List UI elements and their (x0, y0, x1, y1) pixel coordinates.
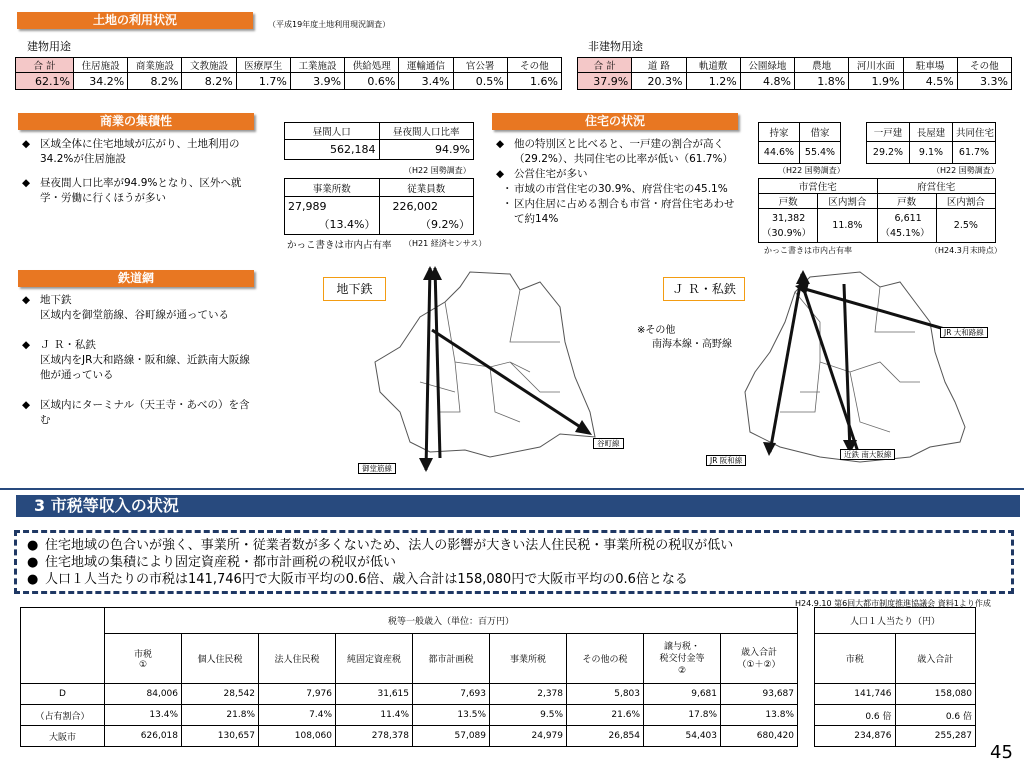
table-cell: 人口１人当たり（円） (815, 608, 976, 634)
table-cell: 都市計画税 (413, 634, 490, 684)
table-cell: 個人住民税 (182, 634, 259, 684)
table-cell: 市営住宅 (759, 179, 878, 194)
land-survey-note: （平成19年度土地利用現況調査） (268, 20, 391, 29)
list-item: ◆ 他の特別区と比べると、一戸建の割合が高く（29.2%）、共同住宅の比率が低い（61.7%） (496, 138, 733, 165)
list-item: ◆ 区域内にターミナル（天王寺・あべの）を含む (22, 399, 250, 426)
table-cell: 譲与税・ 税交付金等 ② (644, 634, 721, 684)
table-cell: 57,089 (413, 726, 490, 747)
table-cell: 文教施設 (182, 58, 236, 73)
jr-private-map (740, 262, 1020, 477)
table-cell: 住居施設 (74, 58, 128, 73)
table-cell: 7.4% (259, 705, 336, 726)
table-cell: 戸数 (759, 194, 818, 209)
subway-map (360, 262, 620, 477)
table-cell (21, 608, 105, 684)
building-use-table (15, 57, 562, 90)
table-cell: 供給処理 (345, 58, 399, 73)
table-cell: 従業員数 (379, 179, 474, 197)
business-note: かっこ書きは市内占有率 (287, 240, 392, 251)
table-cell: 5,803 (567, 684, 644, 705)
table-cell: 11.8% (818, 209, 877, 243)
per-capita-table (814, 607, 976, 747)
table-cell: 94.9% (379, 140, 474, 160)
housing-type-source: （H22 国勢調査） (932, 166, 999, 175)
table-cell: その他の税 (567, 634, 644, 684)
ownership-source: （H22 国勢調査） (778, 166, 845, 175)
list-item: ◆ 昼夜間人口比率が94.9%となり、区外へ就学・労働に行くほうが多い (22, 177, 242, 204)
list-item: ◆ 区域全体に住宅地域が広がり、土地利用の34.2%が住居施設 (22, 138, 240, 165)
list-item: ・ 市域の市営住宅の30.9%、府営住宅の45.1% (502, 183, 728, 195)
subway-map-title: 地下鉄 (323, 277, 386, 301)
table-cell: 8.2% (128, 73, 182, 90)
table-cell: 8.2% (182, 73, 236, 90)
table-cell: 3.9% (290, 73, 344, 90)
table-cell: 3.4% (399, 73, 453, 90)
table-cell: 11.4% (336, 705, 413, 726)
tax-source: H24.9.10 第6回大都市制度推進協議会 資料1より作成 (795, 599, 991, 608)
table-row (21, 705, 798, 726)
table-cell: 合 計 (578, 58, 632, 73)
list-item: ◆ Ｊ Ｒ・私鉄 区域内をJR大和路線・阪和線、近鉄南大阪線他が通っている (22, 339, 250, 381)
table-cell: 9,681 (644, 684, 721, 705)
table-cell: 河川水面 (849, 58, 903, 73)
table-cell: 駐車場 (903, 58, 957, 73)
population-table (284, 122, 474, 160)
business-table (284, 178, 474, 235)
table-cell: 1.2% (686, 73, 740, 90)
table-cell: 44.6% (759, 142, 800, 164)
table-cell: 1.9% (849, 73, 903, 90)
table-row (815, 705, 976, 726)
population-source: （H22 国勢調査） (404, 166, 471, 175)
list-item: ● 人口１人当たりの市税は141,746円で大阪市平均の0.6倍、歳入合計は158,080円で大阪市平均の0.6倍となる (27, 572, 688, 587)
table-cell: 1.7% (236, 73, 290, 90)
table-cell: 54,403 (644, 726, 721, 747)
table-cell: 共同住宅 (953, 123, 996, 142)
table-cell: 戸数 (877, 194, 936, 209)
table-cell: 278,378 (336, 726, 413, 747)
jr-yamatoji-label: JR 大和路線 (940, 327, 988, 338)
table-cell: 大阪市 (21, 726, 105, 747)
table-cell: 226,002 （9.2%） (379, 197, 474, 235)
table-cell: 255,287 (895, 726, 976, 747)
page-number: 45 (990, 742, 1013, 763)
table-cell: 歳入合計 （①＋②） (721, 634, 798, 684)
table-cell: 27,989 （13.4%） (285, 197, 380, 235)
table-cell: 歳入合計 (895, 634, 976, 684)
table-cell: 1.6% (507, 73, 561, 90)
land-use-heading: 土地の利用状況 (17, 12, 253, 29)
arrow-head (419, 458, 433, 472)
ward-outline (745, 272, 965, 462)
table-cell: 農地 (795, 58, 849, 73)
table-cell: 1.8% (795, 73, 849, 90)
table-cell: 借家 (800, 123, 841, 142)
table-cell: 一戸建 (867, 123, 910, 142)
list-item: ● 住宅地域の色合いが強く、事業所・従業者数が多くないため、法人の影響が大きい法人住民税・事業所税の税収が低い (27, 538, 734, 553)
table-cell: 法人住民税 (259, 634, 336, 684)
business-source: （H21 経済センサス） (404, 239, 487, 248)
table-cell: 昼夜間人口比率 (379, 123, 474, 140)
table-cell: 55.4% (800, 142, 841, 164)
arrow-head (796, 270, 810, 284)
table-cell: 680,420 (721, 726, 798, 747)
table-cell: 長屋建 (910, 123, 953, 142)
rail-bullets (22, 293, 257, 428)
table-cell: 31,382 （30.9%） (759, 209, 818, 243)
arrow-head (763, 442, 776, 456)
table-cell: 2,378 (490, 684, 567, 705)
nonbuilding-use-label: 非建物用途 (588, 40, 643, 53)
table-cell: 21.8% (182, 705, 259, 726)
table-cell: 562,184 (285, 140, 380, 160)
section-divider (0, 488, 1024, 490)
table-cell: 21.6% (567, 705, 644, 726)
commerce-heading: 商業の集積性 (18, 113, 254, 130)
table-cell: 108,060 (259, 726, 336, 747)
tax-revenue-table (20, 607, 798, 747)
table-cell: 7,976 (259, 684, 336, 705)
table-cell: 純固定資産税 (336, 634, 413, 684)
table-cell: 昼間人口 (285, 123, 380, 140)
table-cell: 626,018 (105, 726, 182, 747)
table-row (21, 726, 798, 747)
table-cell: 13.5% (413, 705, 490, 726)
table-cell: 4.5% (903, 73, 957, 90)
table-cell: 0.6 倍 (815, 705, 896, 726)
kintetsu-label: 近鉄 南大阪線 (840, 449, 895, 460)
table-cell: 84,006 (105, 684, 182, 705)
table-cell: 24,979 (490, 726, 567, 747)
table-cell: 2.5% (936, 209, 995, 243)
table-cell: 軌道敷 (686, 58, 740, 73)
table-cell: その他 (507, 58, 561, 73)
table-cell: 20.3% (632, 73, 686, 90)
table-cell: 市税 ① (105, 634, 182, 684)
nonbuilding-use-table (577, 57, 1012, 90)
table-cell: 17.8% (644, 705, 721, 726)
table-cell: 9.5% (490, 705, 567, 726)
table-cell: 26,854 (567, 726, 644, 747)
table-cell: 区内割合 (818, 194, 877, 209)
table-cell: 0.5% (453, 73, 507, 90)
table-cell: 130,657 (182, 726, 259, 747)
table-cell: 持家 (759, 123, 800, 142)
table-cell: 37.9% (578, 73, 632, 90)
tax-points (14, 530, 1014, 594)
section-title: 3 市税等収入の状況 (16, 495, 1020, 517)
table-cell: 府営住宅 (877, 179, 996, 194)
table-cell: （占有割合） (21, 705, 105, 726)
table-cell: 税等一般歳入（単位：百万円） (105, 608, 798, 634)
list-item: ◆ 地下鉄 区域内を御堂筋線、谷町線が通っている (22, 294, 229, 321)
table-cell: 0.6 倍 (895, 705, 976, 726)
table-cell: 13.4% (105, 705, 182, 726)
table-cell: 事業所数 (285, 179, 380, 197)
list-item: ・ 区内住居に占める割合も市営・府営住宅あわせて約14% (502, 198, 735, 225)
public-housing-note: かっこ書きは市内占有率 (764, 246, 852, 255)
table-cell: 62.1% (16, 73, 74, 90)
list-item: ◆ 公営住宅が多い (496, 168, 588, 180)
table-cell: 31,615 (336, 684, 413, 705)
table-cell: 7,693 (413, 684, 490, 705)
housing-heading: 住宅の状況 (492, 113, 738, 130)
table-cell: 6,611 （45.1%） (877, 209, 936, 243)
table-cell: 3.3% (957, 73, 1011, 90)
table-cell: 0.6% (345, 73, 399, 90)
table-cell: 医療厚生 (236, 58, 290, 73)
table-cell: D (21, 684, 105, 705)
table-cell: 234,876 (815, 726, 896, 747)
table-row (815, 684, 976, 705)
table-cell: 28,542 (182, 684, 259, 705)
table-cell: 93,687 (721, 684, 798, 705)
table-cell: 29.2% (867, 142, 910, 164)
jr-map-note: ※その他 南海本線・高野線 (637, 325, 732, 350)
table-row (21, 684, 798, 705)
table-cell: 道 路 (632, 58, 686, 73)
tanimachi-line-label: 谷町線 (593, 438, 624, 449)
midosuji-line-label: 御堂筋線 (358, 463, 396, 474)
jr-hanwa-label: JR 阪和線 (706, 455, 746, 466)
table-cell: 区内割合 (936, 194, 995, 209)
table-cell: その他 (957, 58, 1011, 73)
table-cell: 官公署 (453, 58, 507, 73)
table-cell: 4.8% (740, 73, 794, 90)
housing-type-table (866, 122, 996, 164)
table-cell: 工業施設 (290, 58, 344, 73)
table-cell: 141,746 (815, 684, 896, 705)
table-row (815, 726, 976, 747)
table-cell: 9.1% (910, 142, 953, 164)
commerce-bullets (22, 137, 262, 206)
table-cell: 市税 (815, 634, 896, 684)
table-cell: 運輸通信 (399, 58, 453, 73)
ownership-table (758, 122, 841, 164)
table-cell: 合 計 (16, 58, 74, 73)
public-housing-date: （H24.3月末時点） (930, 246, 1002, 255)
housing-bullets (496, 137, 741, 227)
list-item: ● 住宅地域の集積により固定資産税・都市計画税の税収が低い (27, 555, 397, 570)
table-cell: 61.7% (953, 142, 996, 164)
table-cell: 13.8% (721, 705, 798, 726)
building-use-label: 建物用途 (27, 40, 71, 53)
table-cell: 34.2% (74, 73, 128, 90)
table-cell: 商業施設 (128, 58, 182, 73)
table-cell: 公園緑地 (740, 58, 794, 73)
rail-heading: 鉄道網 (18, 270, 254, 287)
table-cell: 事業所税 (490, 634, 567, 684)
public-housing-table (758, 178, 996, 243)
table-cell: 158,080 (895, 684, 976, 705)
jr-map-title: Ｊ Ｒ・私鉄 (663, 277, 745, 301)
